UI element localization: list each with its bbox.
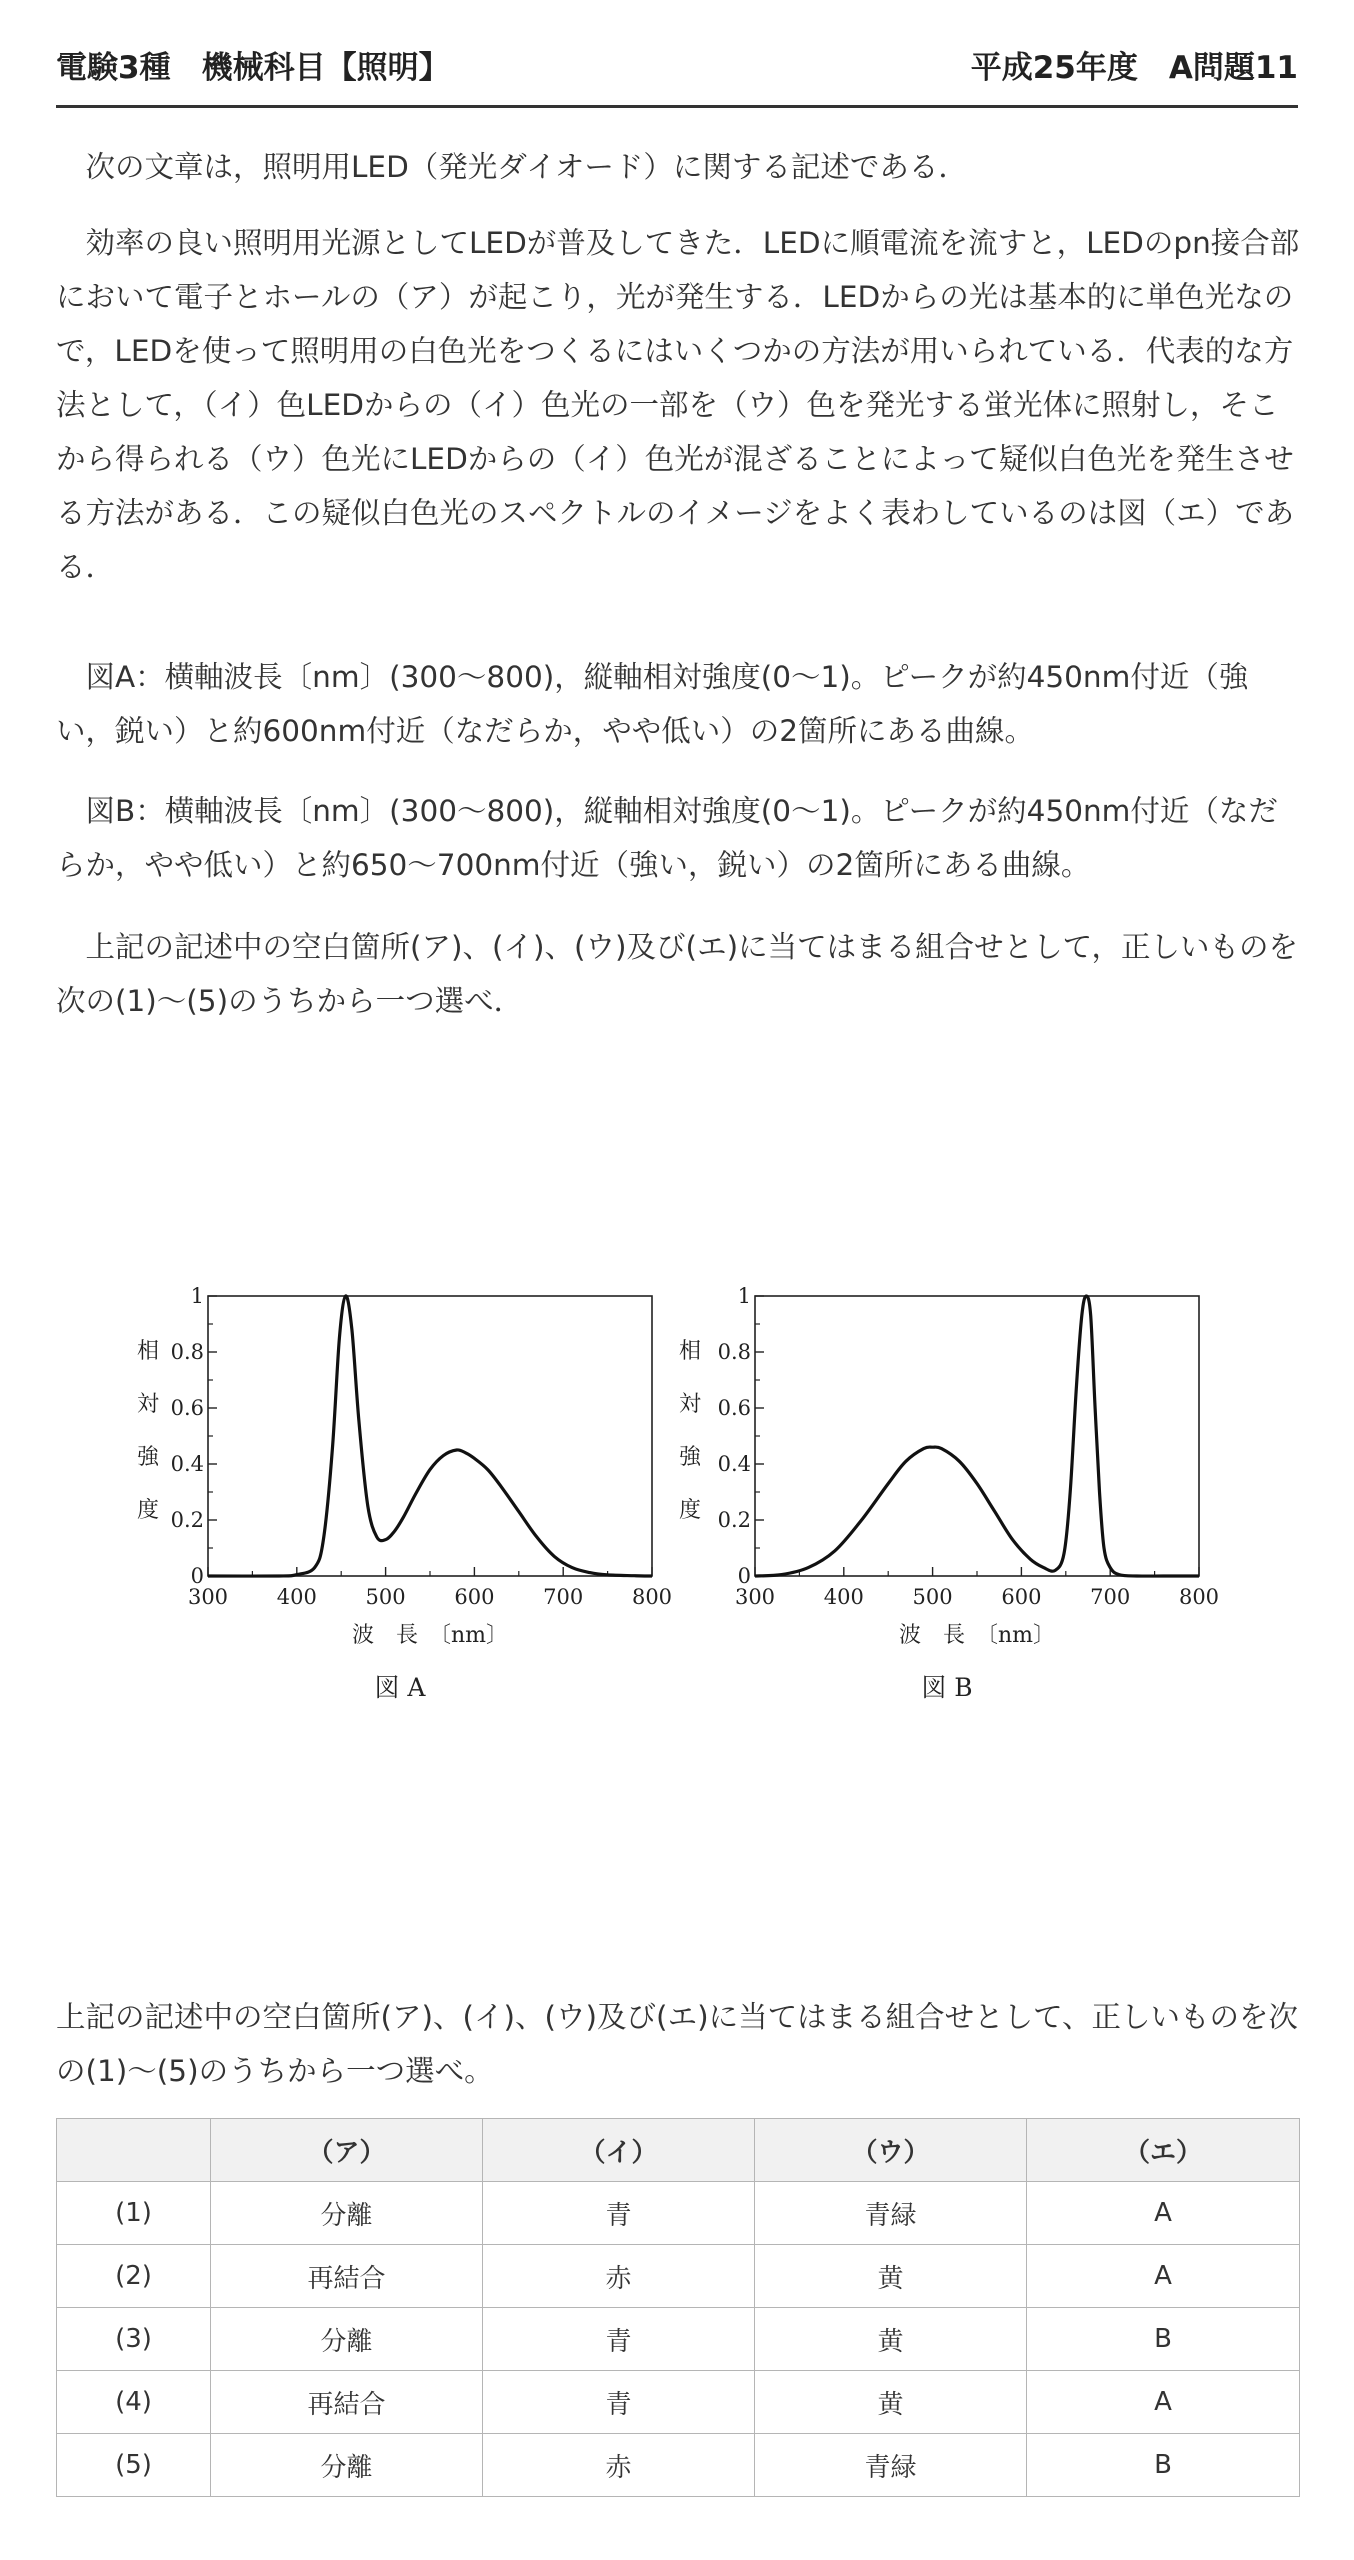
figure-caption: 図 B bbox=[921, 1673, 973, 1702]
x-tick-label: 700 bbox=[543, 1585, 584, 1609]
spectrum-figures bbox=[118, 1280, 1238, 1740]
choice-cell: 分離 bbox=[211, 2308, 483, 2371]
choice-cell: 赤 bbox=[483, 2434, 755, 2497]
x-axis-label: 波 長 〔nm〕 bbox=[351, 1623, 509, 1648]
y-axis-label-char: 度 bbox=[136, 1498, 160, 1523]
chart-b bbox=[679, 1284, 1219, 1702]
choice-cell: 青 bbox=[483, 2308, 755, 2371]
x-tick-label: 600 bbox=[454, 1585, 495, 1609]
y-tick-label: 0.2 bbox=[717, 1508, 751, 1532]
spectrum-line bbox=[755, 1296, 1199, 1576]
y-tick-label: 0 bbox=[737, 1564, 751, 1588]
x-tick-label: 400 bbox=[823, 1585, 864, 1609]
choice-cell: 黄 bbox=[755, 2308, 1027, 2371]
figure-caption: 図 A bbox=[374, 1673, 426, 1702]
table-header-cell: （エ） bbox=[1027, 2119, 1300, 2182]
choice-cell: 分離 bbox=[211, 2434, 483, 2497]
y-tick-label: 0.8 bbox=[717, 1340, 751, 1364]
choice-cell: 青緑 bbox=[755, 2434, 1027, 2497]
choice-cell: 青 bbox=[483, 2371, 755, 2434]
table-row[interactable] bbox=[57, 2308, 1300, 2371]
choice-number: (3) bbox=[57, 2308, 211, 2371]
choice-cell: A bbox=[1027, 2182, 1300, 2245]
table-header-row bbox=[57, 2119, 1300, 2182]
x-tick-label: 700 bbox=[1090, 1585, 1131, 1609]
choice-cell: A bbox=[1027, 2245, 1300, 2308]
header-subject-title: 電験3種 機械科目【照明】 bbox=[56, 50, 450, 86]
chart-a bbox=[137, 1284, 672, 1702]
table-row[interactable] bbox=[57, 2371, 1300, 2434]
choice-cell: 再結合 bbox=[211, 2245, 483, 2308]
table-header-cell bbox=[57, 2119, 211, 2182]
x-tick-label: 500 bbox=[365, 1585, 406, 1609]
y-axis-label-char: 対 bbox=[678, 1392, 702, 1417]
y-tick-label: 0.4 bbox=[717, 1452, 751, 1476]
figure-a-description: 図A：横軸波長〔nm〕(300～800)，縦軸相対強度(0～1)。ピークが約450nm付近（強い，鋭い）と約600nm付近（なだらか，やや低い）の2箇所にある曲線。 bbox=[56, 660, 1249, 748]
y-tick-label: 0.8 bbox=[170, 1340, 204, 1364]
y-tick-label: 0.6 bbox=[170, 1396, 204, 1420]
choice-cell: B bbox=[1027, 2434, 1300, 2497]
spectrum-line bbox=[208, 1296, 652, 1576]
plot-frame bbox=[208, 1296, 652, 1576]
y-tick-label: 0 bbox=[190, 1564, 204, 1588]
x-tick-label: 300 bbox=[734, 1585, 776, 1609]
question-paragraph: 上記の記述中の空白箇所(ア)、(イ)、(ウ)及び(エ)に当てはまる組合せとして，正しいものを次の(1)～(5)のうちから一つ選べ． bbox=[56, 930, 1298, 1018]
choice-number: (4) bbox=[57, 2371, 211, 2434]
choice-cell: 青 bbox=[483, 2182, 755, 2245]
choice-cell: 分離 bbox=[211, 2182, 483, 2245]
x-tick-label: 800 bbox=[631, 1585, 673, 1609]
x-tick-label: 800 bbox=[1178, 1585, 1220, 1609]
x-tick-label: 500 bbox=[912, 1585, 953, 1609]
choice-cell: A bbox=[1027, 2371, 1300, 2434]
x-axis-label: 波 長 〔nm〕 bbox=[898, 1623, 1056, 1648]
table-header-cell: （ウ） bbox=[755, 2119, 1027, 2182]
y-tick-label: 0.2 bbox=[170, 1508, 204, 1532]
choice-cell: 赤 bbox=[483, 2245, 755, 2308]
choice-cell: 再結合 bbox=[211, 2371, 483, 2434]
choice-cell: 黄 bbox=[755, 2371, 1027, 2434]
y-tick-label: 1 bbox=[737, 1284, 751, 1308]
table-header-cell: （イ） bbox=[483, 2119, 755, 2182]
table-header-cell: （ア） bbox=[211, 2119, 483, 2182]
choice-number: (1) bbox=[57, 2182, 211, 2245]
x-tick-label: 400 bbox=[276, 1585, 317, 1609]
header bbox=[56, 38, 1298, 108]
choice-cell: B bbox=[1027, 2308, 1300, 2371]
y-axis-label-char: 度 bbox=[678, 1498, 702, 1523]
y-axis-label-char: 相 bbox=[136, 1339, 160, 1364]
x-tick-label: 300 bbox=[187, 1585, 229, 1609]
y-tick-label: 0.6 bbox=[717, 1396, 751, 1420]
y-tick-label: 0.4 bbox=[170, 1452, 204, 1476]
table-row[interactable] bbox=[57, 2434, 1300, 2497]
problem-body-paragraph: 効率の良い照明用光源としてLEDが普及してきた．LEDに順電流を流すと，LEDのpn接合部において電子とホールの（ア）が起こり，光が発生する．LEDからの光は基本的に単色光なので，LEDを使って照明用の白色光をつくるにはいくつかの方法が用いられている．代表的な方法として，（イ）色LEDからの（イ）色光の一部を（ウ）色を発光する蛍光体に照射し，そこから得られる（ウ）色光にLEDからの（イ）色光が混ざることによって疑似白色光を発生させる方法がある．この疑似白色光のスペクトルのイメージをよく表わしているのは図（エ）である． bbox=[56, 226, 1300, 584]
x-tick-label: 600 bbox=[1001, 1585, 1042, 1609]
y-axis-label-char: 対 bbox=[136, 1392, 160, 1417]
choice-number: (2) bbox=[57, 2245, 211, 2308]
figure-b-description: 図B：横軸波長〔nm〕(300～800)，縦軸相対強度(0～1)。ピークが約450nm付近（なだらか，やや低い）と約650～700nm付近（強い，鋭い）の2箇所にある曲線。 bbox=[56, 794, 1278, 882]
choice-cell: 黄 bbox=[755, 2245, 1027, 2308]
intro-paragraph: 次の文章は，照明用LED（発光ダイオード）に関する記述である． bbox=[85, 150, 968, 184]
plot-frame bbox=[755, 1296, 1199, 1576]
y-axis-label-char: 強 bbox=[136, 1445, 160, 1470]
y-axis-label-char: 相 bbox=[678, 1339, 702, 1364]
question-repeat-paragraph: 上記の記述中の空白箇所(ア)、(イ)、(ウ)及び(エ)に当てはまる組合せとして、正しいものを次の(1)～(5)のうちから一つ選べ。 bbox=[56, 2000, 1298, 2088]
y-axis-label-char: 強 bbox=[678, 1445, 702, 1470]
spectrum-charts bbox=[118, 1280, 1238, 1740]
answer-choices-table bbox=[56, 2118, 1300, 2497]
y-tick-label: 1 bbox=[190, 1284, 204, 1308]
choice-cell: 青緑 bbox=[755, 2182, 1027, 2245]
table-row[interactable] bbox=[57, 2182, 1300, 2245]
table-row[interactable] bbox=[57, 2245, 1300, 2308]
header-exam-id: 平成25年度 A問題11 bbox=[970, 50, 1298, 86]
choice-number: (5) bbox=[57, 2434, 211, 2497]
